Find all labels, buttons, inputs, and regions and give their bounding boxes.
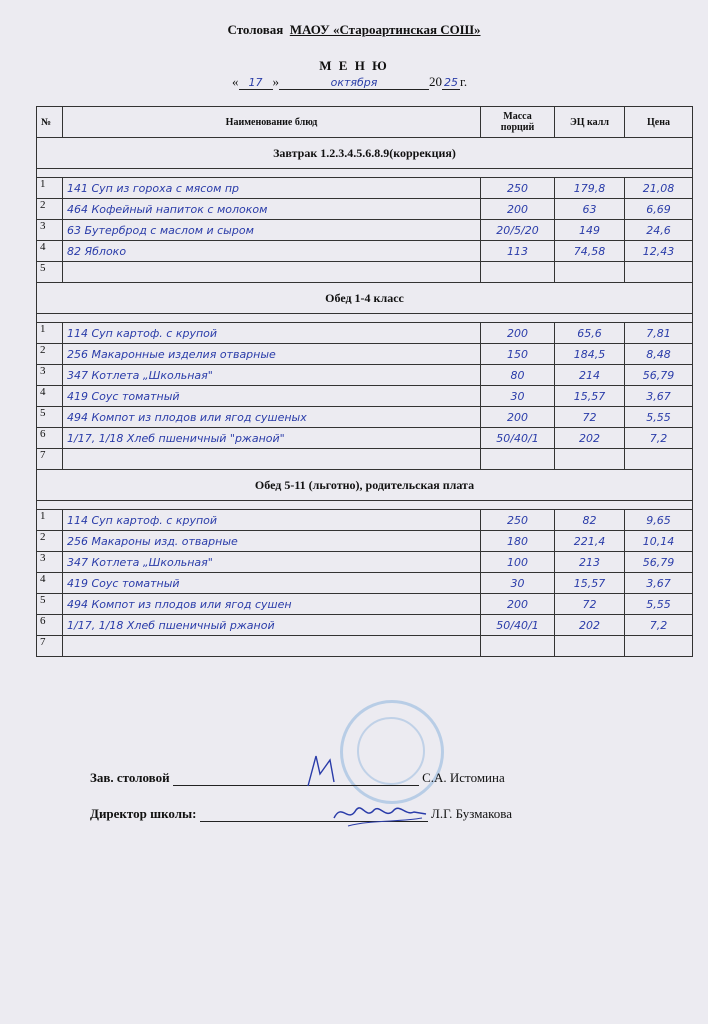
table-row: [37, 178, 693, 199]
dish-name: 494 Компот из плодов или ягод сушен: [63, 594, 481, 615]
portion-mass: 50/40/1: [481, 615, 555, 636]
org-name: МАОУ «Староартинская СОШ»: [289, 22, 481, 37]
portion-mass: 200: [481, 407, 555, 428]
price: 24,6: [625, 220, 693, 241]
dish-name: 141 Суп из гороха с мясом пр: [63, 178, 481, 199]
head-label: Зав. столовой: [90, 770, 170, 785]
calories: 15,57: [555, 386, 625, 407]
director-name: Л.Г. Бузмакова: [431, 806, 513, 821]
date-day: 17: [239, 76, 273, 90]
row-number: 2: [37, 344, 63, 365]
portion-mass: 30: [481, 573, 555, 594]
date-open-quote: «: [232, 74, 239, 89]
row-number: 5: [37, 594, 63, 615]
calories: 72: [555, 407, 625, 428]
dish-name: 114 Суп картоф. с крупой: [63, 510, 481, 531]
section-spacer: [37, 314, 693, 323]
table-row: [37, 531, 693, 552]
dish-name: 256 Макаронные изделия отварные: [63, 344, 481, 365]
section-header-row: [37, 470, 693, 501]
price: 7,2: [625, 615, 693, 636]
calories: 72: [555, 594, 625, 615]
dish-name: 82 Яблоко: [63, 241, 481, 262]
dish-name: 419 Соус томатный: [63, 573, 481, 594]
section-spacer: [37, 169, 693, 178]
calories: 184,5: [555, 344, 625, 365]
price: 9,65: [625, 510, 693, 531]
head-signature: [300, 752, 340, 788]
date-year-end: г.: [460, 74, 468, 89]
calories: 74,58: [555, 241, 625, 262]
organization-header: [0, 22, 708, 38]
date-month: октября: [279, 76, 429, 90]
dish-name: 494 Компот из плодов или ягод сушеных: [63, 407, 481, 428]
director-signature-row: [90, 806, 512, 822]
dish-name: 347 Котлета „Школьная": [63, 552, 481, 573]
dish-name: 114 Суп картоф. с крупой: [63, 323, 481, 344]
menu-body: [37, 138, 693, 657]
row-number: 3: [37, 220, 63, 241]
price: [625, 636, 693, 657]
price: 10,14: [625, 531, 693, 552]
menu-table: [36, 106, 693, 657]
school-stamp: [340, 700, 444, 804]
table-row: [37, 323, 693, 344]
calories: 82: [555, 510, 625, 531]
portion-mass: 180: [481, 531, 555, 552]
table-row: [37, 344, 693, 365]
price: 12,43: [625, 241, 693, 262]
price: 7,81: [625, 323, 693, 344]
menu-title: М Е Н Ю: [319, 58, 389, 73]
table-row: [37, 573, 693, 594]
portion-mass: 150: [481, 344, 555, 365]
row-number: 4: [37, 573, 63, 594]
table-row: [37, 449, 693, 470]
director-signature: [330, 796, 430, 830]
calories: 149: [555, 220, 625, 241]
row-number: 1: [37, 178, 63, 199]
price: 56,79: [625, 365, 693, 386]
section-header-row: [37, 138, 693, 169]
price: 5,55: [625, 594, 693, 615]
price: 5,55: [625, 407, 693, 428]
head-signature-line: [173, 773, 419, 786]
col-num-header: №: [37, 107, 63, 138]
table-row: [37, 220, 693, 241]
calories: [555, 636, 625, 657]
spacer-cell: [37, 314, 693, 323]
table-row: [37, 594, 693, 615]
org-prefix: Столовая: [227, 22, 284, 37]
price: 3,67: [625, 386, 693, 407]
table-row: [37, 615, 693, 636]
portion-mass: [481, 262, 555, 283]
director-label: Директор школы:: [90, 806, 197, 821]
dish-name: 256 Макароны изд. отварные: [63, 531, 481, 552]
row-number: 1: [37, 323, 63, 344]
section-title: Завтрак 1.2.3.4.5.6.8.9(коррекция): [37, 138, 693, 169]
portion-mass: 50/40/1: [481, 428, 555, 449]
table-row: [37, 199, 693, 220]
table-row: [37, 365, 693, 386]
table-row: [37, 552, 693, 573]
spacer-cell: [37, 501, 693, 510]
portion-mass: 20/5/20: [481, 220, 555, 241]
row-number: 5: [37, 407, 63, 428]
section-spacer: [37, 501, 693, 510]
dish-name: [63, 449, 481, 470]
dish-name: 419 Соус томатный: [63, 386, 481, 407]
head-signature-row: [90, 770, 505, 786]
dish-name: [63, 262, 481, 283]
portion-mass: 200: [481, 594, 555, 615]
date-year-suffix: 25: [444, 76, 458, 89]
portion-mass: 250: [481, 178, 555, 199]
row-number: 3: [37, 365, 63, 386]
portion-mass: 200: [481, 323, 555, 344]
calories: 221,4: [555, 531, 625, 552]
spacer-cell: [37, 169, 693, 178]
dish-name: 347 Котлета „Школьная": [63, 365, 481, 386]
row-number: 3: [37, 552, 63, 573]
col-price-header: Цена: [625, 107, 693, 138]
table-row: [37, 428, 693, 449]
row-number: 4: [37, 241, 63, 262]
col-mass-header: [481, 107, 555, 138]
calories: 63: [555, 199, 625, 220]
row-number: 6: [37, 615, 63, 636]
portion-mass: 200: [481, 199, 555, 220]
col-mass-line2: порций: [500, 122, 535, 133]
dish-name: [63, 636, 481, 657]
head-name: С.А. Истомина: [422, 770, 505, 785]
table-row: [37, 636, 693, 657]
price: [625, 262, 693, 283]
portion-mass: 113: [481, 241, 555, 262]
row-number: 7: [37, 449, 63, 470]
calories: 15,57: [555, 573, 625, 594]
row-number: 2: [37, 199, 63, 220]
price: 7,2: [625, 428, 693, 449]
calories: 179,8: [555, 178, 625, 199]
price: [625, 449, 693, 470]
calories: [555, 449, 625, 470]
table-row: [37, 386, 693, 407]
portion-mass: [481, 636, 555, 657]
dish-name: 63 Бутерброд с маслом и сыром: [63, 220, 481, 241]
date-year-prefix: 20: [429, 74, 442, 89]
date-line: [232, 74, 467, 90]
section-title: Обед 5-11 (льготно), родительская плата: [37, 470, 693, 501]
portion-mass: 100: [481, 552, 555, 573]
col-kcal-header: ЭЦ калл: [555, 107, 625, 138]
price: 21,08: [625, 178, 693, 199]
calories: 65,6: [555, 323, 625, 344]
price: 6,69: [625, 199, 693, 220]
col-mass-line1: Масса: [503, 111, 532, 122]
calories: [555, 262, 625, 283]
row-number: 5: [37, 262, 63, 283]
dish-name: 1/17, 1/18 Хлеб пшеничный ржаной: [63, 615, 481, 636]
portion-mass: 30: [481, 386, 555, 407]
portion-mass: 250: [481, 510, 555, 531]
col-dish-header: Наименование блюд: [63, 107, 481, 138]
portion-mass: 80: [481, 365, 555, 386]
calories: 214: [555, 365, 625, 386]
dish-name: 464 Кофейный напиток с молоком: [63, 199, 481, 220]
row-number: 1: [37, 510, 63, 531]
price: 8,48: [625, 344, 693, 365]
section-title: Обед 1-4 класс: [37, 283, 693, 314]
row-number: 7: [37, 636, 63, 657]
dish-name: 1/17, 1/18 Хлеб пшеничный "ржаной": [63, 428, 481, 449]
table-row: [37, 241, 693, 262]
table-row: [37, 407, 693, 428]
row-number: 4: [37, 386, 63, 407]
portion-mass: [481, 449, 555, 470]
date-close-quote: »: [272, 74, 279, 89]
table-row: [37, 262, 693, 283]
row-number: 2: [37, 531, 63, 552]
section-header-row: [37, 283, 693, 314]
row-number: 6: [37, 428, 63, 449]
calories: 213: [555, 552, 625, 573]
price: 56,79: [625, 552, 693, 573]
calories: 202: [555, 428, 625, 449]
calories: 202: [555, 615, 625, 636]
price: 3,67: [625, 573, 693, 594]
table-header-row: [37, 107, 693, 138]
table-row: [37, 510, 693, 531]
